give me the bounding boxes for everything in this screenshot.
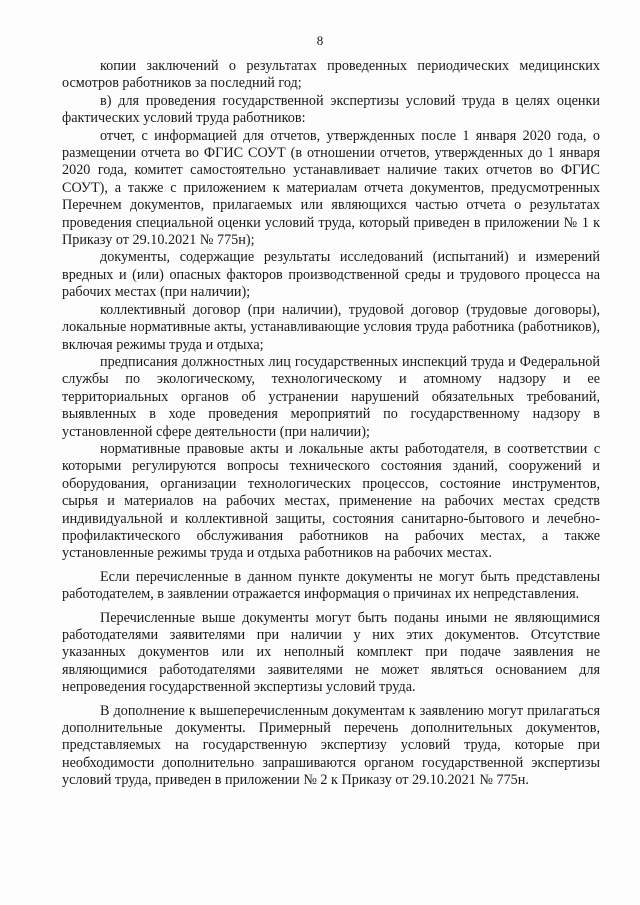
document-body: [62, 58, 600, 790]
paragraph-missing-documents: Если перечисленные в данном пункте документы не могут быть представлены работодателем, в заявлении отражается информация о причинах их непредставления.: [62, 568, 600, 603]
paragraph-measurements: документы, содержащие результаты исследований (испытаний) и измерений вредных и (или) опасных факторов производственной среды и трудового процесса на рабочих местах (при наличии);: [62, 249, 600, 301]
paragraph-employer-acts: нормативные правовые акты и локальные акты работодателя, в соответствии с которыми регулируются вопросы технического состояния зданий, сооружений и оборудования, организации технологических процессов, состояние инструментов, сырья и материалов на рабочих местах, применение на рабочих местах средств индивидуальной и коллективной защиты, состояния санитарно-бытового и лечебно-профилактического обслуживания работников на рабочих местах, а также установленные режимы труда и отдыха работников на рабочих местах.: [62, 440, 600, 562]
paragraph-report-fgis: отчет, с информацией для отчетов, утвержденных после 1 января 2020 года, о размещении отчета во ФГИС СОУТ (в отношении отчетов, утвержденных до 1 января 2020 года, комитет самостоятельно устанавливает наличие таких отчетов во ФГИС СОУТ), а также с приложением к материалам отчета документов, предусмотренных Перечнем документов, прилагаемых или являющихся частью отчета о результатах проведения специальной оценки условий труда, который приведен в приложении № 1 к Приказу от 29.10.2021 № 775н);: [62, 127, 600, 249]
page-number: 8: [316, 33, 324, 48]
paragraph-medical-reports: копии заключений о результатах проведенных периодических медицинских осмотров работников за последний год;: [62, 58, 600, 92]
paragraph-other-applicants: Перечисленные выше документы могут быть поданы иными не являющимися работодателями заявителями при наличии у них этих документов. Отсутствие указанных документов или их неполный комплект при подаче заявления не являющимися работодателями заявителями не может являться основанием для непроведения государственной экспертизы условий труда.: [62, 609, 600, 696]
paragraph-inspection-orders: предписания должностных лиц государственных инспекций труда и Федеральной службы по экологическому, технологическому и атомному надзору и ее территориальных органов об устранении нарушений обязательных требований, выявленных в ходе проведения мероприятий по государственному надзору в установленной сфере деятельности (при наличии);: [62, 353, 600, 440]
paragraph-additional-documents: В дополнение к вышеперечисленным документам к заявлению могут прилагаться дополнительные документы. Примерный перечень дополнительных документов, представляемых на государственную экспертизу условий труда, которые при необходимости дополнительно запрашиваются органом государственной экспертизы условий труда, приведен в приложении № 2 к Приказу от 29.10.2021 № 775н.: [62, 702, 600, 789]
paragraph-collective-agreement: коллективный договор (при наличии), трудовой договор (трудовые договоры), локальные нормативные акты, устанавливающие условия труда работника (работников), включая режимы труда и отдыха;: [62, 301, 600, 353]
paragraph-item-v: в) для проведения государственной экспертизы условий труда в целях оценки фактических условий труда работников:: [62, 92, 600, 127]
